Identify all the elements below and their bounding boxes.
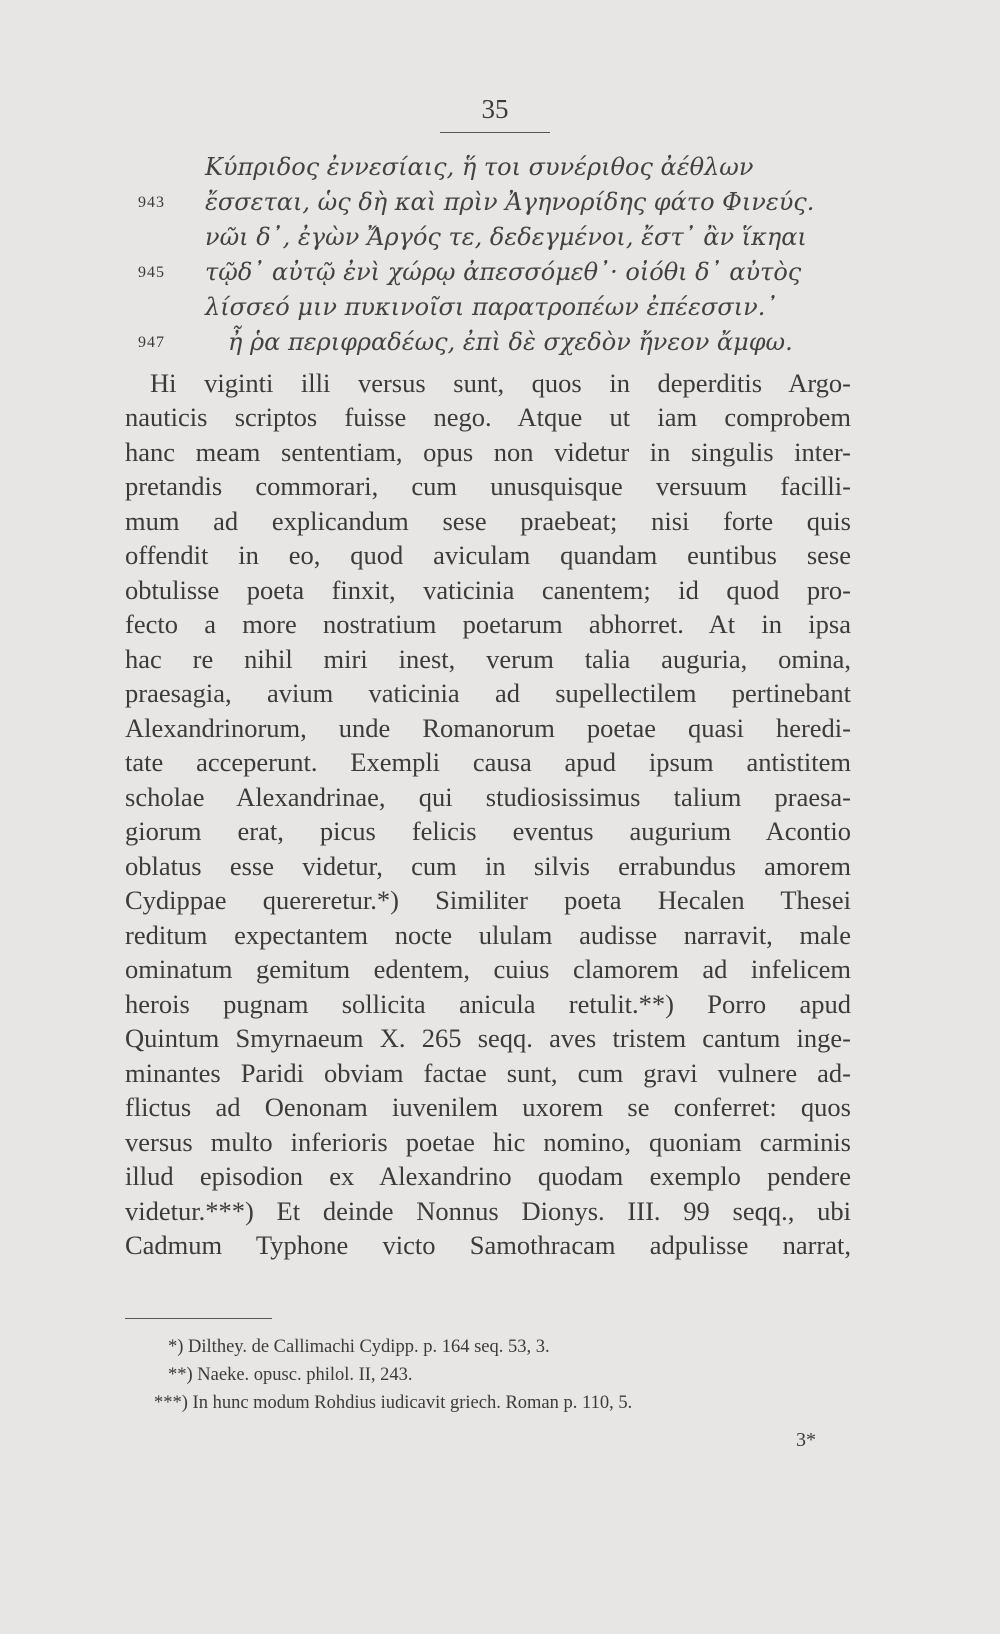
body-line: oblatus esse videtur, cum in silvis errabundus amorem bbox=[125, 851, 851, 881]
body-line: Hi viginti illi versus sunt, quos in deperditis Argo- bbox=[150, 368, 851, 398]
verse-number: 943 bbox=[138, 194, 165, 211]
body-line: minantes Paridi obviam factae sunt, cum gravi vulnere ad- bbox=[125, 1058, 851, 1088]
body-line: hanc meam sententiam, opus non videtur in singulis inter- bbox=[125, 437, 851, 467]
body-line: nauticis scriptos fuisse nego. Atque ut iam comprobem bbox=[125, 402, 851, 432]
body-line: reditum expectantem nocte ululam audisse narravit, male bbox=[125, 920, 851, 950]
body-line: Cydippae quereretur.*) Similiter poeta Hecalen Thesei bbox=[125, 885, 851, 915]
body-line: illud episodion ex Alexandrino quodam exemplo pendere bbox=[125, 1161, 851, 1191]
footnote-rule bbox=[125, 1318, 272, 1319]
body-line: fecto a more nostratium poetarum abhorret. At in ipsa bbox=[125, 609, 851, 639]
verse-text: ἦ ῥα περιφραδέως, ἐπὶ δὲ σχεδὸν ἤνεον ἄμφω. bbox=[228, 328, 793, 356]
verse-line bbox=[0, 255, 1000, 290]
footnote: ***) In hunc modum Rohdius iudicavit griech. Roman p. 110, 5. bbox=[154, 1393, 633, 1413]
body-line: Quintum Smyrnaeum X. 265 seqq. aves tristem cantum inge- bbox=[125, 1023, 851, 1053]
body-line: ominatum gemitum edentem, cuius clamorem ad infelicem bbox=[125, 954, 851, 984]
body-line: giorum erat, picus felicis eventus augurium Acontio bbox=[125, 816, 851, 846]
footnote: *) Dilthey. de Callimachi Cydipp. p. 164 seq. 53, 3. bbox=[168, 1337, 550, 1357]
page-number: 35 bbox=[481, 94, 509, 124]
body-line: Cadmum Typhone victo Samothracam adpulisse narrat, bbox=[125, 1230, 851, 1260]
body-line: Alexandrinorum, unde Romanorum poetae quasi heredi- bbox=[125, 713, 851, 743]
page-number-rule bbox=[440, 132, 550, 133]
verse-line bbox=[0, 150, 1000, 185]
verse-line bbox=[0, 185, 1000, 220]
verse-text: τῷδ᾽ αὐτῷ ἐνὶ χώρῳ ἀπεσσόμεθ᾽· οἰόθι δ᾽ αὐτὸς bbox=[205, 258, 802, 286]
body-line: herois pugnam sollicita anicula retulit.**) Porro apud bbox=[125, 989, 851, 1019]
body-line: tate acceperunt. Exempli causa apud ipsum antistitem bbox=[125, 747, 851, 777]
verse-text: Κύπριδος ἐννεσίαις, ἥ τοι συνέριθος ἀέθλων bbox=[205, 153, 754, 181]
body-line: hac re nihil miri inest, verum talia auguria, omina, bbox=[125, 644, 851, 674]
body-line: offendit in eo, quod aviculam quandam euntibus sese bbox=[125, 540, 851, 570]
body-line: videtur.***) Et deinde Nonnus Dionys. III. 99 seqq., ubi bbox=[125, 1196, 851, 1226]
body-line: obtulisse poeta finxit, vaticinia canentem; id quod pro- bbox=[125, 575, 851, 605]
body-line: flictus ad Oenonam iuvenilem uxorem se conferret: quos bbox=[125, 1092, 851, 1122]
body-line: mum ad explicandum sese praebeat; nisi forte quis bbox=[125, 506, 851, 536]
body-line: praesagia, avium vaticinia ad supellectilem pertinebant bbox=[125, 678, 851, 708]
verse-text: νῶι δ᾽, ἐγὼν Ἄργός τε, δεδεγμένοι, ἔστ᾽ ἂν ἵκηαι bbox=[205, 223, 807, 251]
body-line: scholae Alexandrinae, qui studiosissimus talium praesa- bbox=[125, 782, 851, 812]
verse-number: 945 bbox=[138, 264, 165, 281]
body-line: pretandis commorari, cum unusquisque versuum facilli- bbox=[125, 471, 851, 501]
verse-line bbox=[0, 325, 1000, 360]
body-line: versus multo inferioris poetae hic nomino, quoniam carminis bbox=[125, 1127, 851, 1157]
footnote: **) Naeke. opusc. philol. II, 243. bbox=[168, 1365, 413, 1385]
verse-text: ἔσσεται, ὡς δὴ καὶ πρὶν Ἀγηνορίδης φάτο Φινεύς. bbox=[205, 188, 815, 216]
verse-line bbox=[0, 220, 1000, 255]
signature-mark: 3* bbox=[796, 1429, 816, 1451]
verse-text: λίσσεό μιν πυκινοῖσι παρατροπέων ἐπέεσσιν.᾽ bbox=[205, 293, 778, 321]
verse-line bbox=[0, 290, 1000, 325]
verse-number: 947 bbox=[138, 334, 165, 351]
